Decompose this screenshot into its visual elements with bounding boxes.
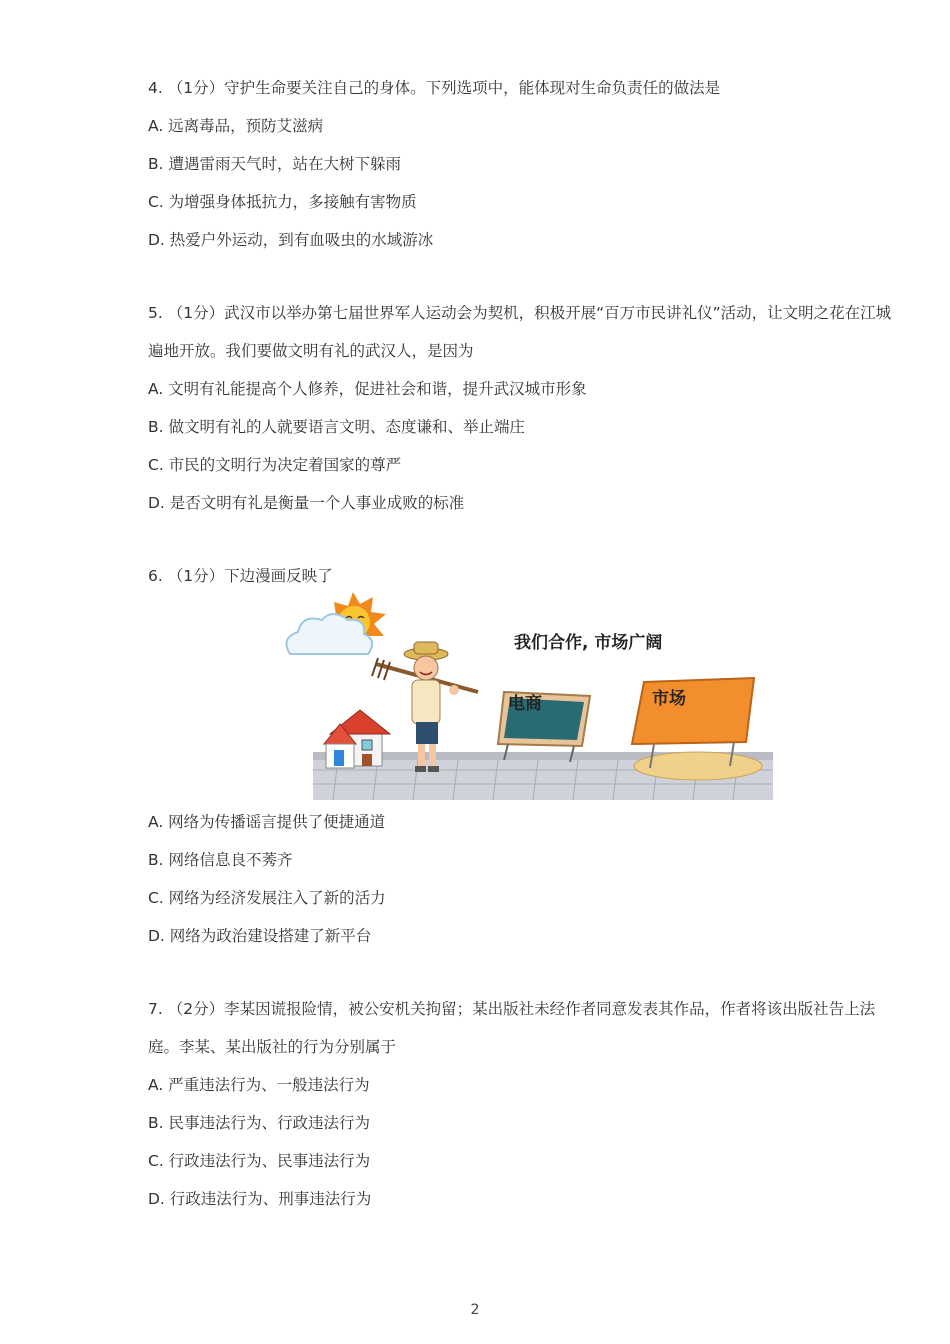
option-b: B. 网络信息良不莠齐 [148, 851, 293, 869]
option-d: D. 热爱户外运动，到有血吸虫的水域游冰 [148, 231, 434, 249]
question-stem: 6. （1分）下边漫画反映了 [148, 567, 333, 585]
market-board [632, 678, 762, 780]
question-stem: 7. （2分）李某因谎报险情，被公安机关拘留；某出版社未经作者同意发表其作品，作者将该出版社告上法庭。李某、某出版社的行为分别属于 [148, 1000, 876, 1056]
option-a: A. 严重违法行为、一般违法行为 [148, 1076, 370, 1094]
cartoon-illustration [278, 592, 778, 802]
option-a: A. 网络为传播谣言提供了便捷通道 [148, 813, 386, 831]
option-b: B. 民事违法行为、行政违法行为 [148, 1114, 370, 1132]
option-c: C. 为增强身体抵抗力，多接触有害物质 [148, 193, 417, 211]
option-a: A. 远离毒品，预防艾滋病 [148, 117, 324, 135]
option-c: C. 行政违法行为、民事违法行为 [148, 1152, 371, 1170]
option-d: D. 是否文明有礼是衡量一个人事业成败的标准 [148, 494, 465, 512]
option-b: B. 遭遇雷雨天气时，站在大树下躲雨 [148, 155, 401, 173]
ecommerce-board [498, 692, 590, 762]
option-a: A. 文明有礼能提高个人修养，促进社会和谐，提升武汉城市形象 [148, 380, 587, 398]
board-left-label: 电商 [508, 694, 542, 714]
board-right-label: 市场 [652, 689, 686, 709]
question-stem: 5. （1分）武汉市以举办第七届世界军人运动会为契机，积极开展“百万市民讲礼仪”活动，让文明之花在江城遍地开放。我们要做文明有礼的武汉人，是因为 [148, 304, 892, 360]
option-d: D. 行政违法行为、刑事违法行为 [148, 1190, 372, 1208]
option-b: B. 做文明有礼的人就要语言文明、态度谦和、举止端庄 [148, 418, 525, 436]
page-number: 2 [470, 1302, 480, 1318]
question-stem: 4. （1分）守护生命要关注自己的身体。下列选项中，能体现对生命负责任的做法是 [148, 79, 721, 97]
option-c: C. 网络为经济发展注入了新的活力 [148, 889, 386, 907]
cartoon-title: 我们合作, 市场广阔 [514, 633, 663, 653]
option-d: D. 网络为政治建设搭建了新平台 [148, 927, 372, 945]
option-c: C. 市民的文明行为决定着国家的尊严 [148, 456, 402, 474]
house-icon [324, 710, 390, 768]
